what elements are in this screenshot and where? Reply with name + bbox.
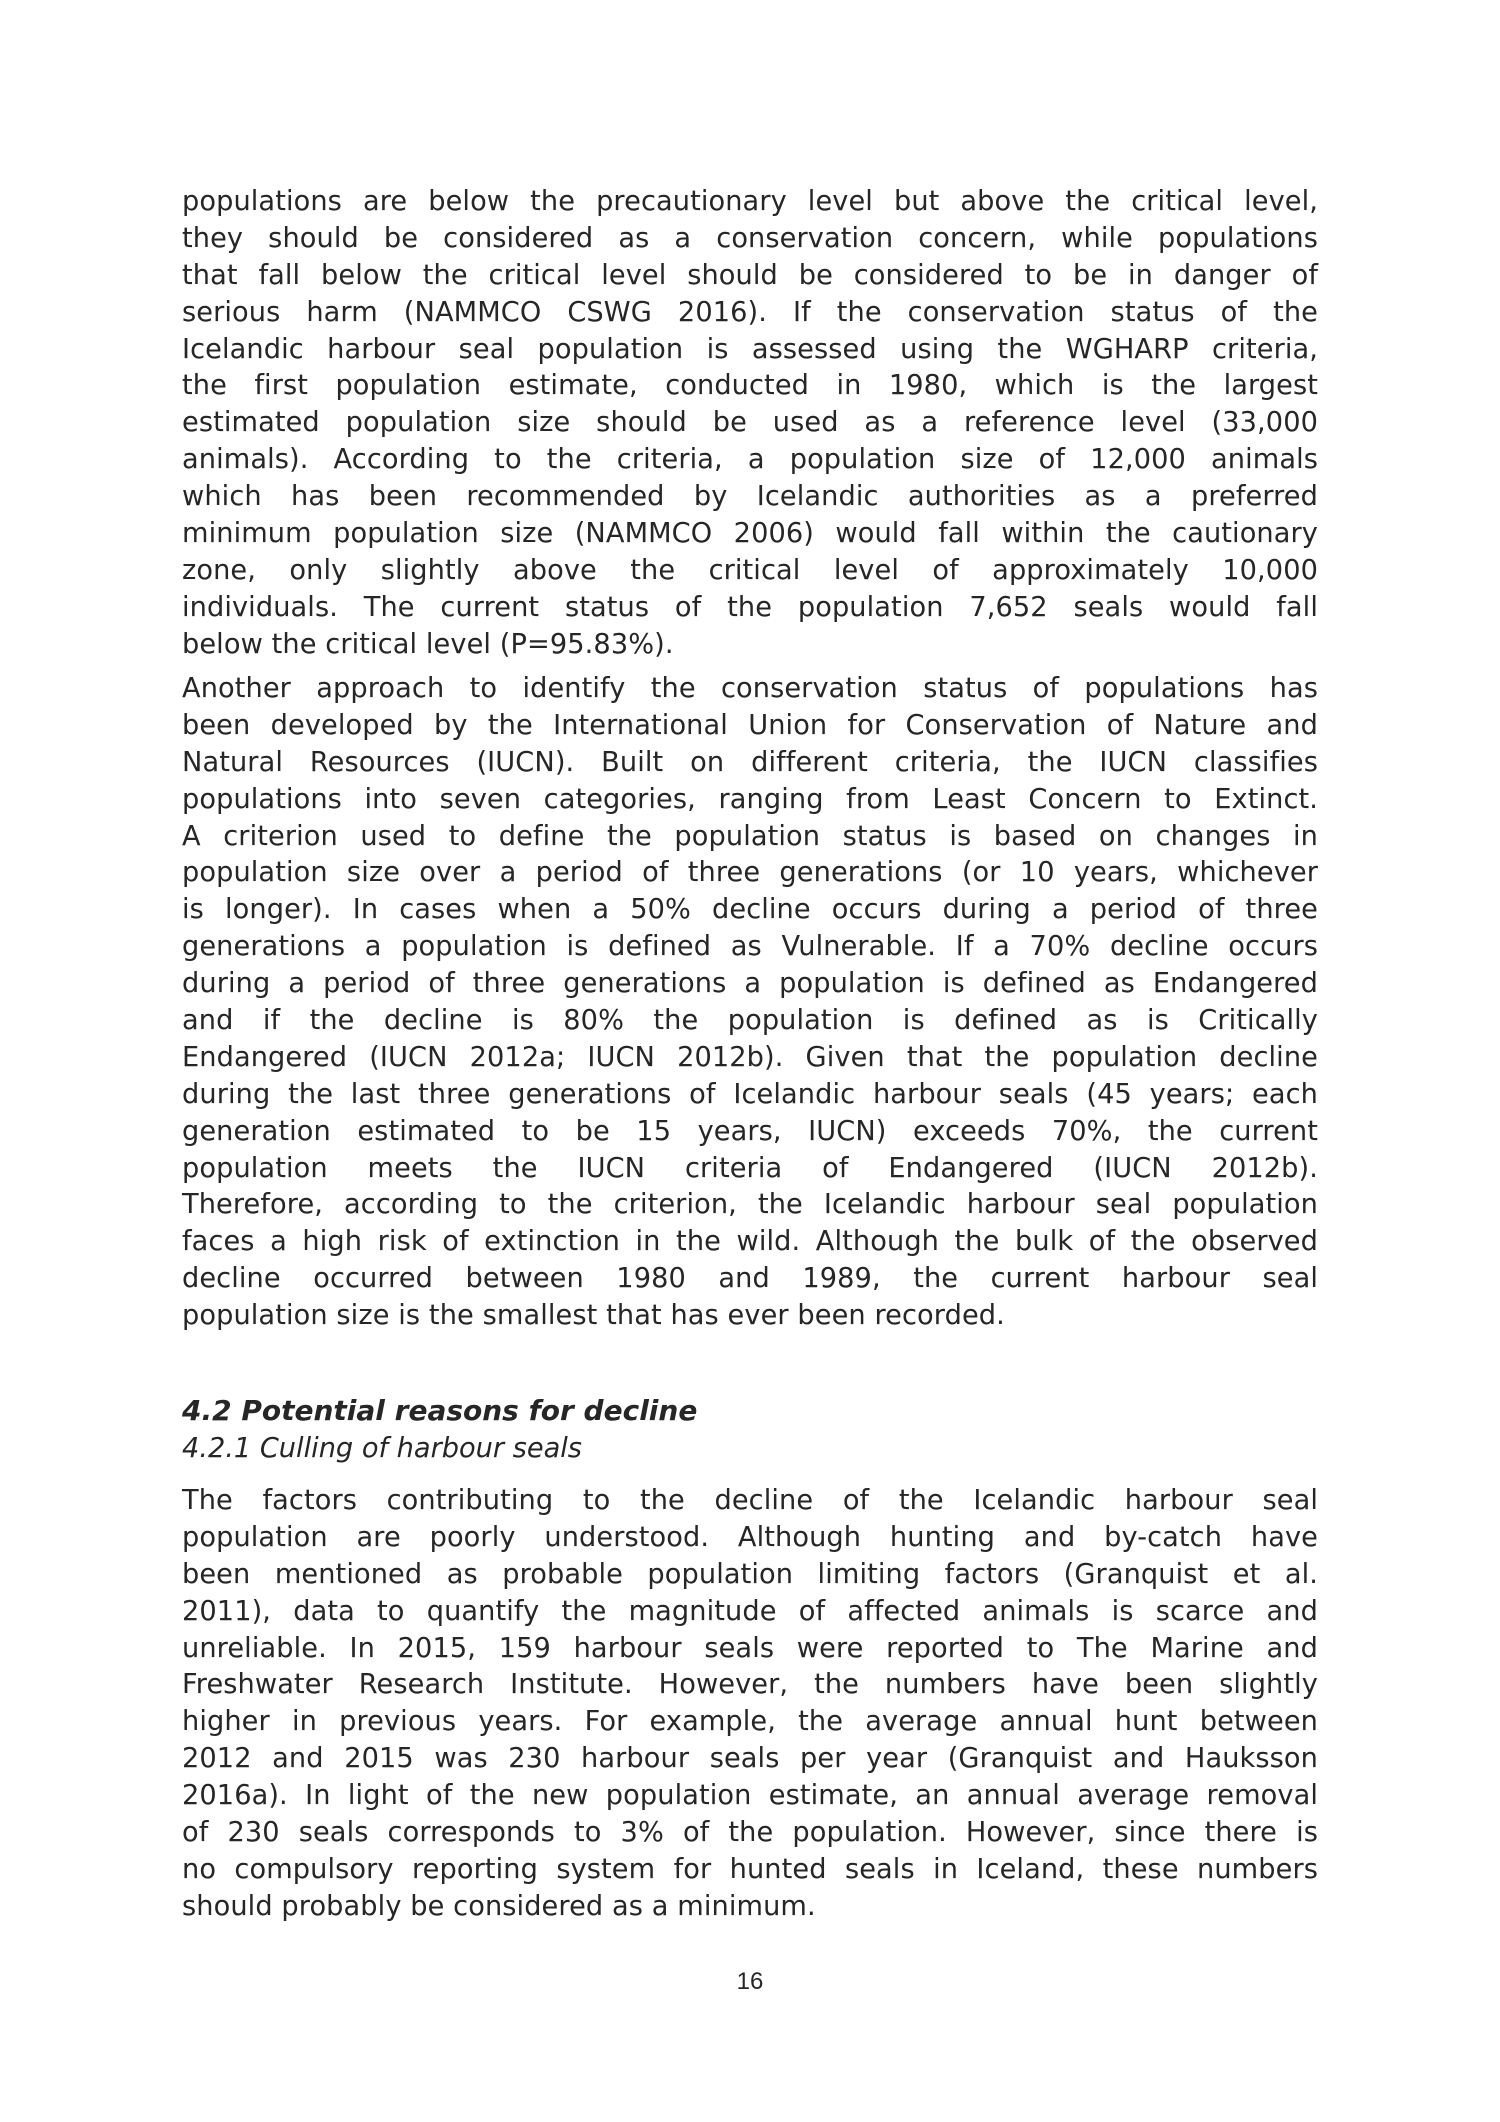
text-line: decline occurred between 1980 and 1989, the current harbour seal xyxy=(182,1263,1318,1295)
text-line: Natural Resources (IUCN). Built on different criteria, the IUCN classifies xyxy=(182,746,1318,778)
text-line: of 230 seals corresponds to 3% of the population. However, since there is xyxy=(182,1817,1318,1849)
text-line: estimated population size should be used as a reference level (33,000 xyxy=(182,407,1318,439)
section-heading: 4.2 Potential reasons for decline xyxy=(182,1394,698,1427)
text-line: zone, only slightly above the critical level of approximately 10,000 xyxy=(182,554,1318,586)
text-line: no compulsory reporting system for hunted seals in Iceland, these numbers xyxy=(182,1853,1318,1885)
text-line: Icelandic harbour seal population is assessed using the WGHARP criteria, xyxy=(182,333,1318,365)
text-line: A criterion used to define the population status is based on changes in xyxy=(182,820,1318,852)
subsection-heading: 4.2.1 Culling of harbour seals xyxy=(182,1433,582,1464)
text-line: population meets the IUCN criteria of Endangered (IUCN 2012b). xyxy=(182,1152,1318,1184)
text-line: animals). According to the criteria, a population size of 12,000 animals xyxy=(182,444,1318,476)
text-line: populations are below the precautionary level but above the critical level, xyxy=(182,186,1318,217)
text-line: serious harm (NAMMCO CSWG 2016). If the conservation status of the xyxy=(182,296,1318,328)
text-line: individuals. The current status of the population 7,652 seals would fall xyxy=(182,591,1318,623)
text-line: that fall below the critical level should be considered to be in danger of xyxy=(182,259,1318,291)
text-line: and if the decline is 80% the population is defined as is Critically xyxy=(182,1005,1318,1037)
paragraph-iucn-criteria xyxy=(182,671,1318,1335)
text-line: 2011), data to quantify the magnitude of affected animals is scarce and xyxy=(182,1595,1318,1627)
text-line: they should be considered as a conservation concern, while populations xyxy=(182,222,1318,254)
text-line: populations into seven categories, ranging from Least Concern to Extinct. xyxy=(182,783,1318,815)
text-line: minimum population size (NAMMCO 2006) would fall within the cautionary xyxy=(182,518,1318,550)
paragraph-culling xyxy=(182,1483,1318,1926)
text-line: generations a population is defined as Vulnerable. If a 70% decline occurs xyxy=(182,931,1318,963)
paragraph-conservation-status xyxy=(182,184,1318,664)
text-line: which has been recommended by Icelandic authorities as a preferred xyxy=(182,481,1318,513)
text-line: the first population estimate, conducted in 1980, which is the largest xyxy=(182,370,1318,402)
text-line: Freshwater Research Institute. However, the numbers have been slightly xyxy=(182,1669,1318,1701)
text-line: during a period of three generations a population is defined as Endangered xyxy=(182,968,1318,1000)
text-line: population size is the smallest that has ever been recorded. xyxy=(182,1300,1005,1332)
text-line: during the last three generations of Icelandic harbour seals (45 years; each xyxy=(182,1078,1318,1110)
text-line: below the critical level (P=95.83%). xyxy=(182,628,674,660)
text-line: higher in previous years. For example, the average annual hunt between xyxy=(182,1706,1318,1738)
text-line: 2016a). In light of the new population estimate, an annual average removal xyxy=(182,1780,1318,1812)
text-line: should probably be considered as a minimum. xyxy=(182,1890,816,1922)
text-line: The factors contributing to the decline of the Icelandic harbour seal xyxy=(182,1485,1318,1516)
text-line: Another approach to identify the conservation status of populations has xyxy=(182,673,1318,704)
text-line: unreliable. In 2015, 159 harbour seals were reported to The Marine and xyxy=(182,1632,1318,1664)
text-line: faces a high risk of extinction in the wild. Although the bulk of the observed xyxy=(182,1226,1318,1258)
text-line: been mentioned as probable population limiting factors (Granquist et al. xyxy=(182,1558,1318,1590)
text-line: Therefore, according to the criterion, the Icelandic harbour seal population xyxy=(182,1189,1318,1221)
text-line: 2012 and 2015 was 230 harbour seals per year (Granquist and Hauksson xyxy=(182,1743,1318,1775)
page-number: 16 xyxy=(736,1968,764,1995)
text-line: is longer). In cases when a 50% decline occurs during a period of three xyxy=(182,894,1318,926)
text-line: generation estimated to be 15 years, IUCN) exceeds 70%, the current xyxy=(182,1115,1318,1147)
text-line: been developed by the International Union for Conservation of Nature and xyxy=(182,709,1318,741)
text-line: Endangered (IUCN 2012a; IUCN 2012b). Given that the population decline xyxy=(182,1041,1318,1073)
text-line: population are poorly understood. Although hunting and by-catch have xyxy=(182,1521,1318,1553)
text-line: population size over a period of three generations (or 10 years, whichever xyxy=(182,857,1318,889)
